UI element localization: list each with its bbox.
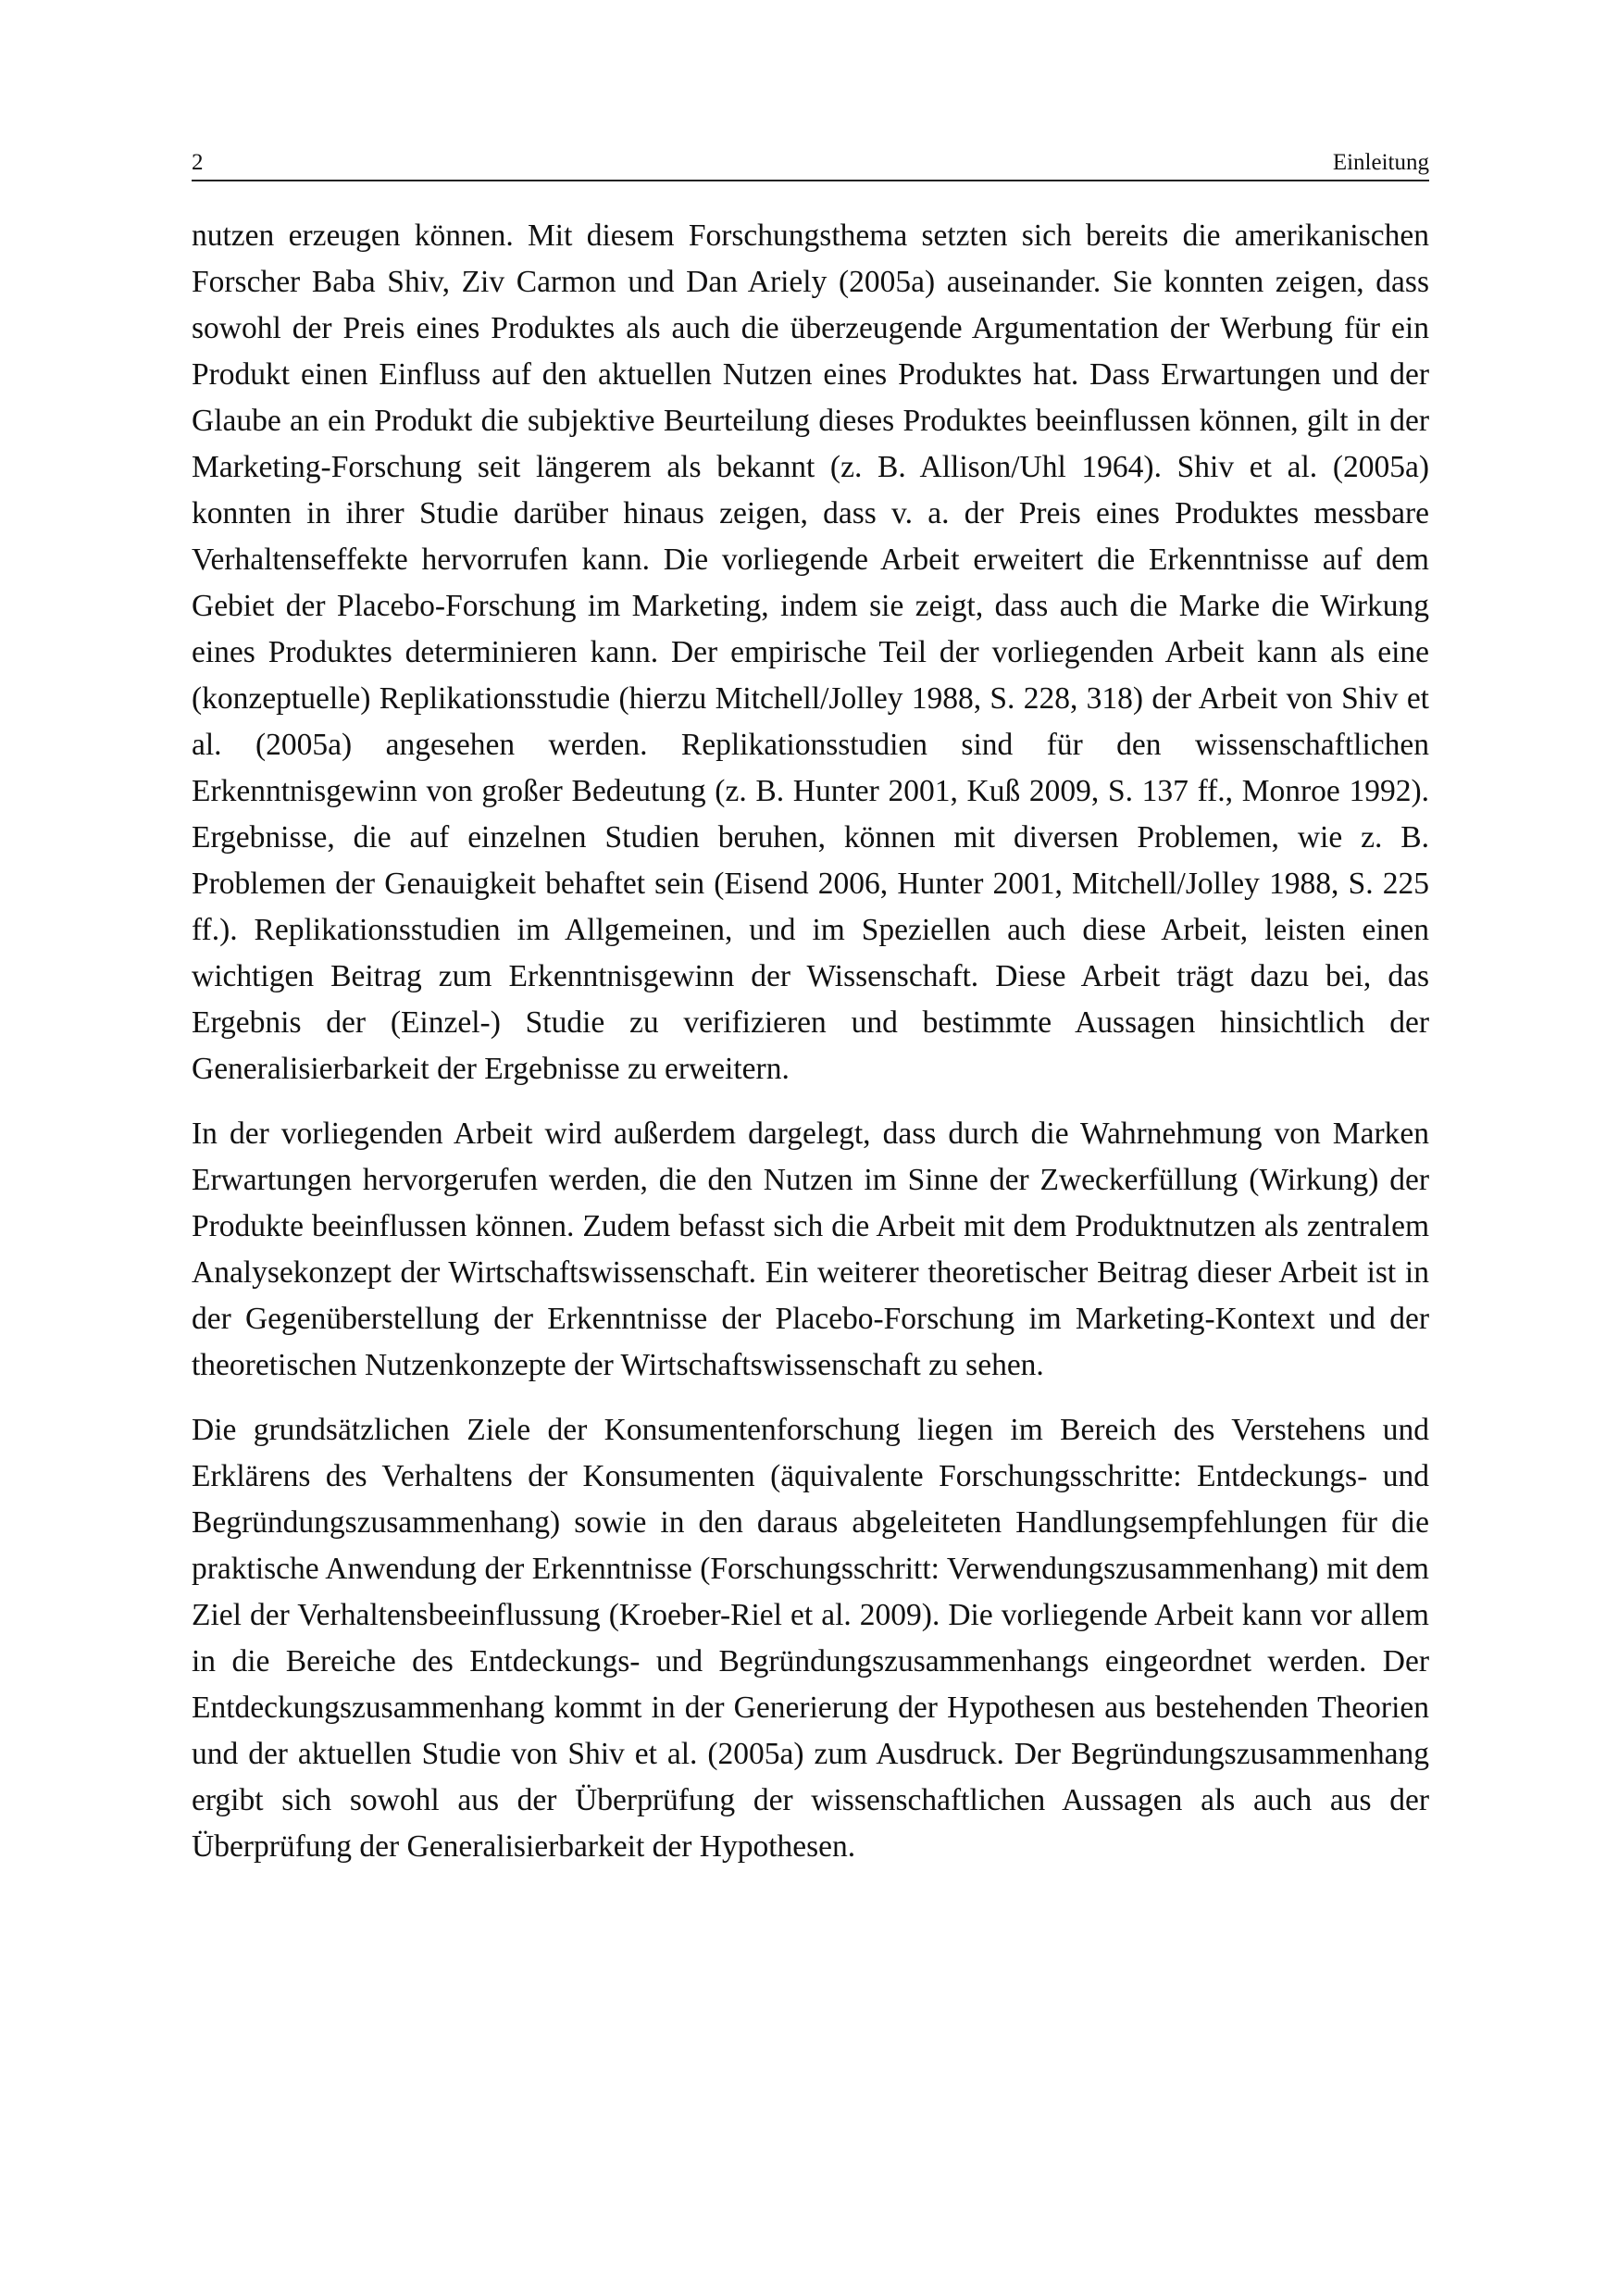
paragraph-2: In der vorliegenden Arbeit wird außerdem dargelegt, dass durch die Wahrnehmung von Marken Erwartungen hervorgerufen werden, die den Nutzen im Sinne der Zweckerfüllung (Wirkung) der Produkte beeinflussen können. Zudem befasst sich die Arbeit mit dem Produktnutzen als zentralem Analysekonzept der Wirtschaftswissenschaft. Ein weiterer theoretischer Beitrag dieser Arbeit ist in der Gegenüberstellung der Erkenntnisse der Placebo-Forschung im Marketing-Kontext und der theoretischen Nutzenkonzepte der Wirtschaftswissenschaft zu sehen. xyxy=(192,1117,1429,1382)
body-text xyxy=(192,213,1429,1889)
paragraph-1: nutzen erzeugen können. Mit diesem Forschungsthema setzten sich bereits die amerikanischen Forscher Baba Shiv, Ziv Carmon und Dan Ariely (2005a) auseinander. Sie konnten zeigen, dass sowohl der Preis eines Produktes als auch die überzeugende Argumentation der Werbung für ein Produkt einen Einfluss auf den aktuellen Nutzen eines Produktes hat. Dass Erwartungen und der Glaube an ein Produkt die subjektive Beurteilung dieses Produktes beeinflussen können, gilt in der Marketing-Forschung seit längerem als bekannt (z. B. Allison/Uhl 1964). Shiv et al. (2005a) konnten in ihrer Studie darüber hinaus zeigen, dass v. a. der Preis eines Produktes messbare Verhaltenseffekte hervorrufen kann. Die vorliegende Arbeit erweitert die Erkenntnisse auf dem Gebiet der Placebo-Forschung im Marketing, indem sie zeigt, dass auch die Marke die Wirkung eines Produktes determinieren kann. Der empirische Teil der vorliegenden Arbeit kann als eine (konzeptuelle) Replikationsstudie (hierzu Mitchell/Jolley 1988, S. 228, 318) der Arbeit von Shiv et al. (2005a) angesehen werden. Replikationsstudien sind für den wissenschaftlichen Erkenntnisgewinn von großer Bedeutung (z. B. Hunter 2001, Kuß 2009, S. 137 ff., Monroe 1992). Ergebnisse, die auf einzelnen Studien beruhen, können mit diversen Problemen, wie z. B. Problemen der Genauigkeit behaftet sein (Eisend 2006, Hunter 2001, Mitchell/Jolley 1988, S. 225 ff.). Replikationsstudien im Allgemeinen, und im Speziellen auch diese Arbeit, leisten einen wichtigen Beitrag zum Erkenntnisgewinn der Wissenschaft. Diese Arbeit trägt dazu bei, das Ergebnis der (Einzel-) Studie zu verifizieren und bestimmte Aussagen hinsichtlich der Generalisierbarkeit der Ergebnisse zu erweitern. xyxy=(192,218,1429,1086)
paragraph-3: Die grundsätzlichen Ziele der Konsumentenforschung liegen im Bereich des Verstehens und Erklärens des Verhaltens der Konsumenten (äquivalente Forschungsschritte: Entdeckungs- und Begründungszusammenhang) sowie in den daraus abgeleiteten Handlungsempfehlungen für die praktische Anwendung der Erkenntnisse (Forschungsschritt: Verwendungszusammenhang) mit dem Ziel der Verhaltensbeeinflussung (Kroeber-Riel et al. 2009). Die vorliegende Arbeit kann vor allem in die Bereiche des Entdeckungs- und Begründungszusammenhangs eingeordnet werden. Der Entdeckungszusammenhang kommt in der Generierung der Hypothesen aus bestehenden Theorien und der aktuellen Studie von Shiv et al. (2005a) zum Ausdruck. Der Begründungszusammenhang ergibt sich sowohl aus der Überprüfung der wissenschaftlichen Aussagen als auch aus der Überprüfung der Generalisierbarkeit der Hypothesen. xyxy=(192,1413,1429,1864)
page-number: 2 xyxy=(192,150,204,175)
running-head: Einleitung xyxy=(1332,150,1429,175)
page-header xyxy=(192,148,1429,181)
